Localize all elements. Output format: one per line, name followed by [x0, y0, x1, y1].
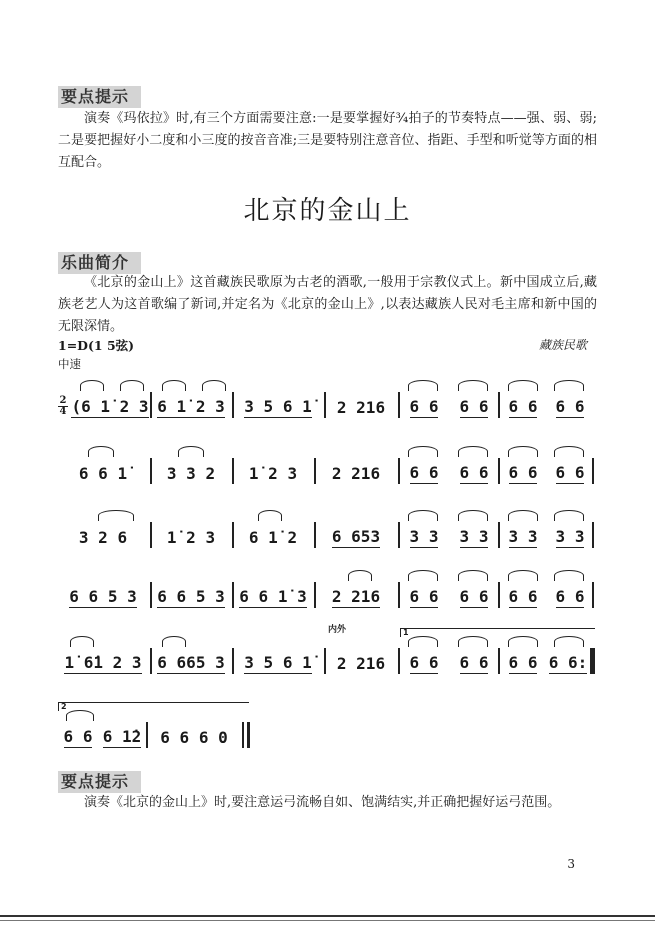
measure: 1̇ 6̇1 2 3	[64, 652, 142, 672]
measure: 3 3 2	[166, 463, 216, 483]
measure: 6 6	[555, 462, 585, 482]
measure: 6 6:	[548, 652, 588, 672]
repeat-end-bar	[590, 648, 595, 674]
measure: 6 6 6 0	[160, 727, 228, 747]
tips-paragraph-2: 演奏《北京的金山上》时,要注意运弓流畅自如、饱满结实,并正确把握好运弓范围。	[84, 795, 561, 810]
measure: 6 6	[508, 652, 538, 672]
volta-bracket: 2	[58, 702, 249, 711]
measure: 6 6	[459, 586, 489, 606]
song-origin: 藏族民歌	[538, 338, 587, 352]
measure: 3 3	[555, 526, 585, 546]
section-heading-tips-2: 要点提示	[58, 771, 141, 793]
footer-rule-thin	[0, 920, 655, 921]
measure: 2 216	[331, 586, 381, 606]
page-title: 北京的金山上	[243, 196, 412, 226]
measure: 2 216	[331, 463, 381, 483]
section-heading-tips: 要点提示	[58, 86, 141, 108]
measure: 6 6	[409, 652, 439, 672]
measure: 6 6	[459, 652, 489, 672]
measure: 6 6	[459, 396, 489, 416]
measure: 1̇ 2 3	[166, 527, 216, 547]
measure: 6 6 5 3	[157, 586, 225, 606]
measure: 3 5 6 1̇	[244, 396, 312, 416]
measure: 6 1̇ 2	[248, 527, 298, 547]
measure: 6 6	[555, 396, 585, 416]
measure: 2 216	[336, 653, 386, 673]
score-row-3	[58, 510, 594, 558]
time-signature: 2 4	[59, 395, 67, 417]
measure: 2 216	[336, 397, 386, 417]
score-row-6	[58, 702, 288, 758]
measure: 6 1̇ 2 3	[157, 396, 225, 416]
measure: 6 653	[331, 526, 381, 546]
measure: 3 5 6 1̇	[244, 652, 312, 672]
score-row-2	[58, 446, 594, 494]
volta-bracket: 1	[400, 628, 595, 637]
measure: 6 6 1̇	[78, 463, 128, 483]
measure: 3 2 6	[78, 527, 128, 547]
measure: 6 6	[409, 396, 439, 416]
measure: 6 6	[459, 462, 489, 482]
measure: (6 1̇ 2 3	[71, 396, 149, 416]
page-number: 3	[567, 857, 575, 871]
bowing-annotation: 内外	[328, 625, 347, 635]
key-signature: 1=D(1 5弦)	[58, 338, 135, 353]
measure: 3 3	[459, 526, 489, 546]
measure: 6 665 3	[157, 652, 225, 672]
score-row-1	[58, 380, 594, 428]
final-bar	[247, 722, 250, 748]
measure: 1̇ 2 3	[248, 463, 298, 483]
footer-rule	[0, 915, 655, 917]
measure: 6 6 5 3	[69, 586, 137, 606]
measure: 6 1̇2	[102, 726, 142, 746]
measure: 6 6	[63, 726, 93, 746]
section-heading-intro: 乐曲简介	[58, 252, 141, 274]
tips-paragraph: 演奏《玛依拉》时,有三个方面需要注意:一是要掌握好¾拍子的节奏特点——强、弱、弱;二是要把握好小二度和小三度的按音音准;三是要特别注意音位、指距、手型和听觉等方面的相互配合。	[58, 111, 597, 170]
measure: 3 3	[508, 526, 538, 546]
score-row-4	[58, 570, 594, 618]
measure: 6 6	[555, 586, 585, 606]
measure: 3 3	[409, 526, 439, 546]
tempo-marking: 中速	[58, 357, 81, 371]
measure: 6 6 1̇ 3	[239, 586, 307, 606]
intro-paragraph: 《北京的金山上》这首藏族民歌原为古老的酒歌,一般用于宗教仪式上。新中国成立后,藏族老艺人为这首歌编了新词,并定名为《北京的金山上》,以表达藏族人民对毛主席和新中国的无限深情。	[58, 275, 597, 334]
measure: 6 6	[508, 396, 538, 416]
score-row-5	[58, 625, 594, 684]
measure: 6 6	[409, 462, 439, 482]
measure: 6 6	[409, 586, 439, 606]
measure: 6 6	[508, 462, 538, 482]
measure: 6 6	[508, 586, 538, 606]
